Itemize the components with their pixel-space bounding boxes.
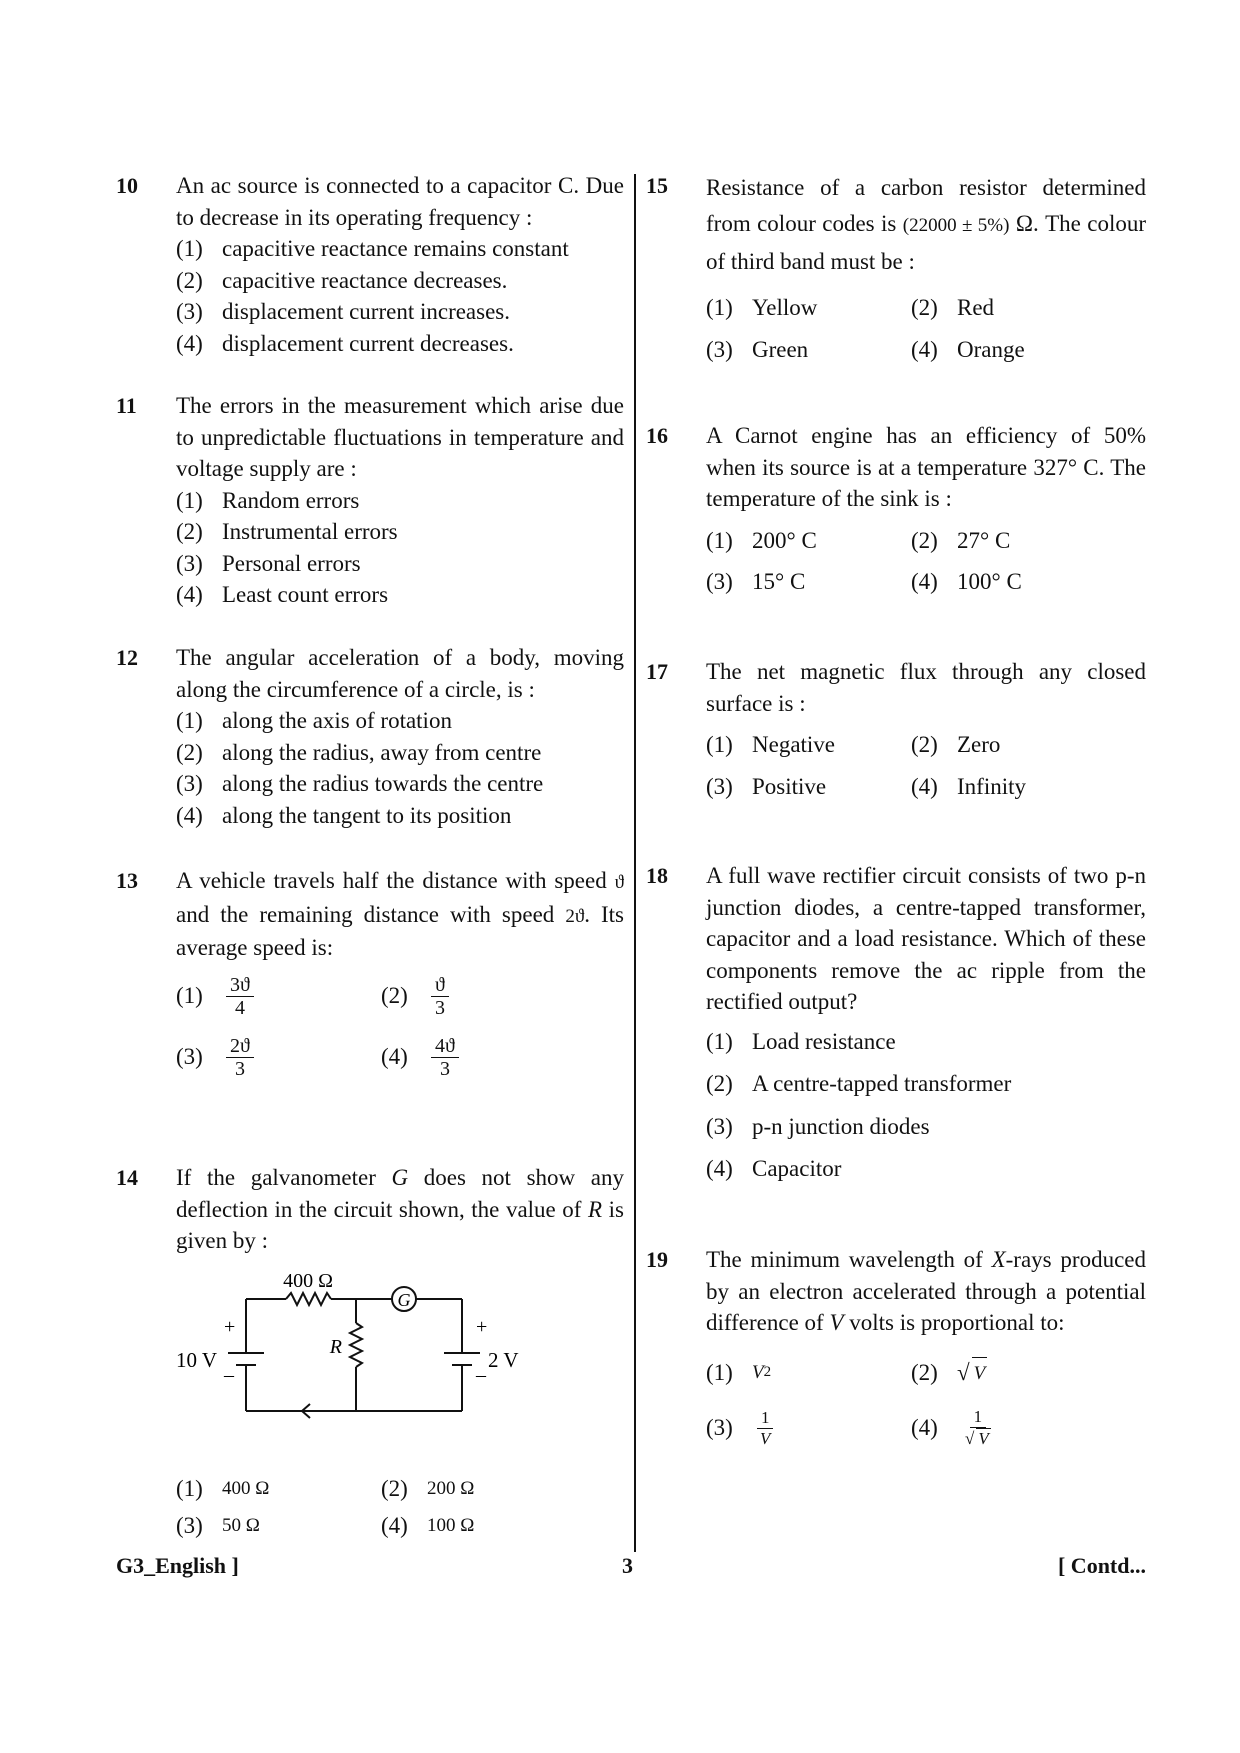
option-2[interactable]: (2) along the radius, away from centre (176, 739, 542, 765)
option-1[interactable]: (1) 400 Ω (176, 1475, 270, 1501)
option-2[interactable]: (2) 27° C (911, 527, 1011, 553)
option-1[interactable]: (1) along the axis of rotation (176, 708, 452, 733)
question-number: 12 (116, 645, 138, 670)
option-4[interactable]: (4) 100° C (911, 569, 1022, 594)
option-3[interactable]: (3) $\frac{2ϑ}{3}$ (176, 1035, 381, 1080)
option-2[interactable]: (2) $\frac{ϑ}{3}$ (381, 974, 624, 1019)
option-2[interactable]: (2) Red (911, 295, 995, 320)
option-1[interactable]: (1) 200° C (706, 527, 817, 553)
question-number: 19 (646, 1247, 668, 1272)
question-13 (116, 865, 624, 1080)
option-1[interactable]: (1) Yellow (706, 295, 818, 320)
option-2[interactable]: (2) Instrumental errors (176, 519, 398, 544)
option-2[interactable]: (2) 200 Ω (381, 1475, 475, 1501)
question-stem: A full wave rectifier circuit consists of two p-n junction diodes, a centre-tapped transformer, capacitor and a load resistance. Which of these components remove the ac ripple from the rectified output? (706, 863, 1146, 1014)
question-number: 11 (116, 393, 137, 418)
option-3[interactable]: (3) Personal errors (176, 550, 361, 576)
option-1[interactable]: (1) Negative (706, 732, 836, 757)
question-19 (646, 1244, 1146, 1449)
left-battery-label: 10 V (176, 1347, 218, 1372)
question-stem: The minimum wavelength of X-rays produced by an electron accelerated through a potential difference of V volts is proportional to: (706, 1247, 1146, 1335)
question-stem: If the galvanometer G does not show any deflection in the circuit shown, the value of R is given by : (176, 1165, 624, 1253)
option-2[interactable]: (2) √ V (911, 1357, 1146, 1390)
fraction: $\frac{4ϑ}{3}$ (431, 1035, 459, 1080)
option-1[interactable]: (1) V 2 (706, 1360, 772, 1385)
option-2[interactable]: (2) capacitive reactance decreases. (176, 267, 508, 293)
question-stem: Resistance of a carbon resistor determined from colour codes is (22000 ± 5%) Ω. The colour of third band must be : (706, 175, 1147, 274)
right-battery-label: 2 V (488, 1347, 519, 1372)
option-4[interactable]: (4) Orange (911, 337, 1025, 362)
galvanometer-label: G (397, 1289, 411, 1310)
question-16 (646, 420, 1146, 598)
option-4[interactable]: (4) $\frac{1}{√ V}$ (911, 1407, 1146, 1449)
right-battery-minus: – (476, 1363, 486, 1386)
footer-page-number: 3 (622, 1553, 633, 1578)
footer-continued: [ Contd... (1057, 1553, 1146, 1578)
question-15 (646, 170, 1146, 368)
question-number: 13 (116, 868, 138, 893)
question-number: 18 (646, 863, 668, 888)
option-4[interactable]: (4) $\frac{4ϑ}{3}$ (381, 1035, 624, 1080)
right-battery-plus: + (476, 1315, 488, 1338)
option-1[interactable]: (1) capacitive reactance remains constant (176, 236, 569, 261)
circuit-diagram (176, 1271, 576, 1461)
question-number: 10 (116, 173, 138, 198)
fraction: $\frac{3ϑ}{4}$ (226, 974, 254, 1019)
variable-resistor-label: R (329, 1335, 342, 1358)
option-3[interactable]: (3) displacement current increases. (176, 299, 511, 324)
question-stem: A vehicle travels half the distance with speed ϑ and the remaining distance with speed 2ϑ. Its average speed is: (176, 868, 625, 960)
question-10 (116, 170, 624, 359)
fraction: $\frac{ϑ}{3}$ (431, 974, 449, 1019)
option-1[interactable]: (1) $\frac{3ϑ}{4}$ (176, 974, 381, 1019)
option-3[interactable]: (3) Green (706, 337, 809, 362)
fraction: $\frac{1}{√ V}$ (965, 1407, 989, 1448)
option-4[interactable]: (4) 100 Ω (381, 1513, 475, 1538)
question-stem: The net magnetic flux through any closed surface is : (706, 659, 1146, 716)
option-2[interactable]: (2) Zero (911, 732, 1001, 757)
left-battery-minus: – (224, 1363, 234, 1386)
column-divider (634, 174, 636, 1552)
question-stem: A Carnot engine has an efficiency of 50% when its source is at a temperature 327° C. The temperature of the sink is : (706, 423, 1146, 511)
option-3[interactable]: (3) $\frac{1}{V}$ (706, 1407, 911, 1449)
fraction: $\frac{1}{V}$ (756, 1408, 774, 1449)
option-3[interactable]: (3) along the radius towards the centre (176, 771, 544, 796)
option-4[interactable]: (4) Least count errors (176, 582, 389, 607)
question-18 (646, 860, 1146, 1185)
question-stem: The angular acceleration of a body, moving along the circumference of a circle, is : (176, 645, 624, 702)
footer-paper-code: G3_English ] (116, 1553, 239, 1578)
question-stem: The errors in the measurement which arise due to unpredictable fluctuations in temperature and voltage supply are : (176, 393, 624, 481)
question-number: 15 (646, 173, 668, 198)
option-4[interactable]: (4) displacement current decreases. (176, 330, 514, 356)
option-3[interactable]: (3) Positive (706, 773, 827, 799)
option-3[interactable]: (3) 50 Ω (176, 1513, 260, 1538)
question-14 (116, 1162, 624, 1542)
option-3[interactable]: (3) p-n junction diodes (706, 1113, 930, 1139)
option-1[interactable]: (1) Random errors (176, 487, 360, 513)
question-number: 17 (646, 659, 668, 684)
option-2[interactable]: (2) A centre-tapped transformer (706, 1071, 1012, 1096)
question-12 (116, 642, 624, 831)
option-1[interactable]: (1) Load resistance (706, 1028, 896, 1054)
option-4[interactable]: (4) Infinity (911, 773, 1026, 799)
question-11 (116, 390, 624, 611)
option-3[interactable]: (3) 15° C (706, 569, 806, 594)
option-4[interactable]: (4) Capacitor (706, 1156, 842, 1181)
option-4[interactable]: (4) along the tangent to its position (176, 802, 512, 828)
question-stem: An ac source is connected to a capacitor C. Due to decrease in its operating frequency : (176, 173, 624, 230)
resistor-label: 400 Ω (283, 1270, 333, 1292)
question-number: 16 (646, 423, 668, 448)
fraction: $\frac{2ϑ}{3}$ (226, 1035, 254, 1080)
question-number: 14 (116, 1165, 138, 1190)
left-battery-plus: + (224, 1315, 236, 1338)
question-17 (646, 656, 1146, 802)
